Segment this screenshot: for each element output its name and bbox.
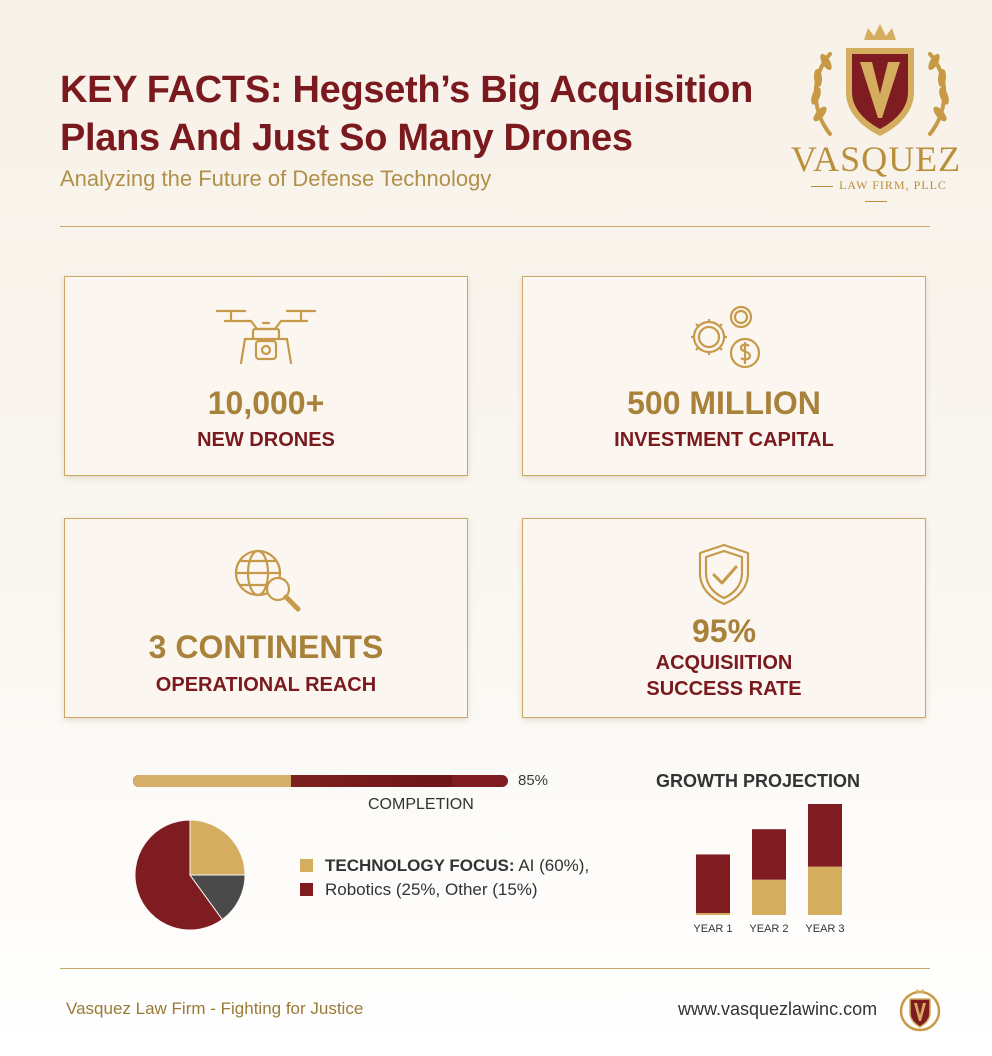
logo-name: VASQUEZ xyxy=(790,139,962,179)
technology-focus-pie-chart xyxy=(134,819,246,931)
fact-card-reach xyxy=(64,518,468,718)
x-tick-label: YEAR 2 xyxy=(749,923,789,935)
footer-logo-icon xyxy=(897,987,943,1033)
card-label-line1: ACQUISIITION xyxy=(655,652,793,674)
bar-year-2-segment-0 xyxy=(752,880,786,915)
drone-icon xyxy=(211,303,321,369)
bar-year-3-segment-0 xyxy=(808,867,842,915)
legend-ai: AI (60%), xyxy=(514,856,590,875)
card-value: 500 MILLION xyxy=(627,385,821,421)
gears-dollar-icon xyxy=(679,301,769,371)
legend-lead: TECHNOLOGY FOCUS: xyxy=(325,856,515,875)
progress-percent: 85% xyxy=(518,772,549,789)
legend-line-1 xyxy=(300,856,589,876)
x-tick-label: YEAR 3 xyxy=(805,923,845,935)
growth-bar-chart xyxy=(690,800,860,940)
legend-swatch-gold xyxy=(300,859,313,872)
legend-robotics-other: Robotics (25%, Other (15%) xyxy=(325,880,538,899)
fact-card-drones xyxy=(64,276,468,476)
bar-year-2-segment-1 xyxy=(752,829,786,879)
globe-magnifier-icon xyxy=(226,543,306,615)
completion-progress-bar xyxy=(133,775,508,787)
progress-label: COMPLETION xyxy=(368,796,474,813)
fact-card-investment xyxy=(522,276,926,476)
logo-subtitle: LAW FIRM, PLLC xyxy=(790,178,962,208)
header-divider xyxy=(60,226,930,227)
x-tick-label: YEAR 1 xyxy=(693,923,733,935)
progress-fill-gold xyxy=(133,775,291,787)
footer-website-link[interactable]: www.vasquezlawinc.com xyxy=(678,999,878,1019)
legend-line-2 xyxy=(300,880,538,900)
fact-card-success xyxy=(522,518,926,718)
footer-divider xyxy=(60,968,930,969)
card-label: OPERATIONAL REACH xyxy=(155,674,377,696)
page-subtitle: Analyzing the Future of Defense Technology xyxy=(60,166,492,191)
card-value: 95% xyxy=(691,613,757,649)
page-title: KEY FACTS: Hegseth’s Big Acquisition Plans And Just So Many Drones xyxy=(60,69,753,159)
footer-tagline: Vasquez Law Firm - Fighting for Justice xyxy=(66,999,364,1018)
card-label: INVESTMENT CAPITAL xyxy=(614,429,834,451)
card-value: 10,000+ xyxy=(207,385,325,421)
card-value: 3 CONTINENTS xyxy=(148,629,384,665)
card-label-line2: SUCCESS RATE xyxy=(646,678,802,700)
pie-slice-robotics xyxy=(190,820,245,875)
shield-check-icon xyxy=(694,541,754,607)
bar-year-3-segment-1 xyxy=(808,804,842,867)
bar-year-1-segment-0 xyxy=(696,913,730,915)
legend-swatch-maroon xyxy=(300,883,313,896)
growth-chart-title: GROWTH PROJECTION xyxy=(656,771,861,791)
card-label: NEW DRONES xyxy=(197,429,335,451)
bar-year-1-segment-1 xyxy=(696,854,730,913)
